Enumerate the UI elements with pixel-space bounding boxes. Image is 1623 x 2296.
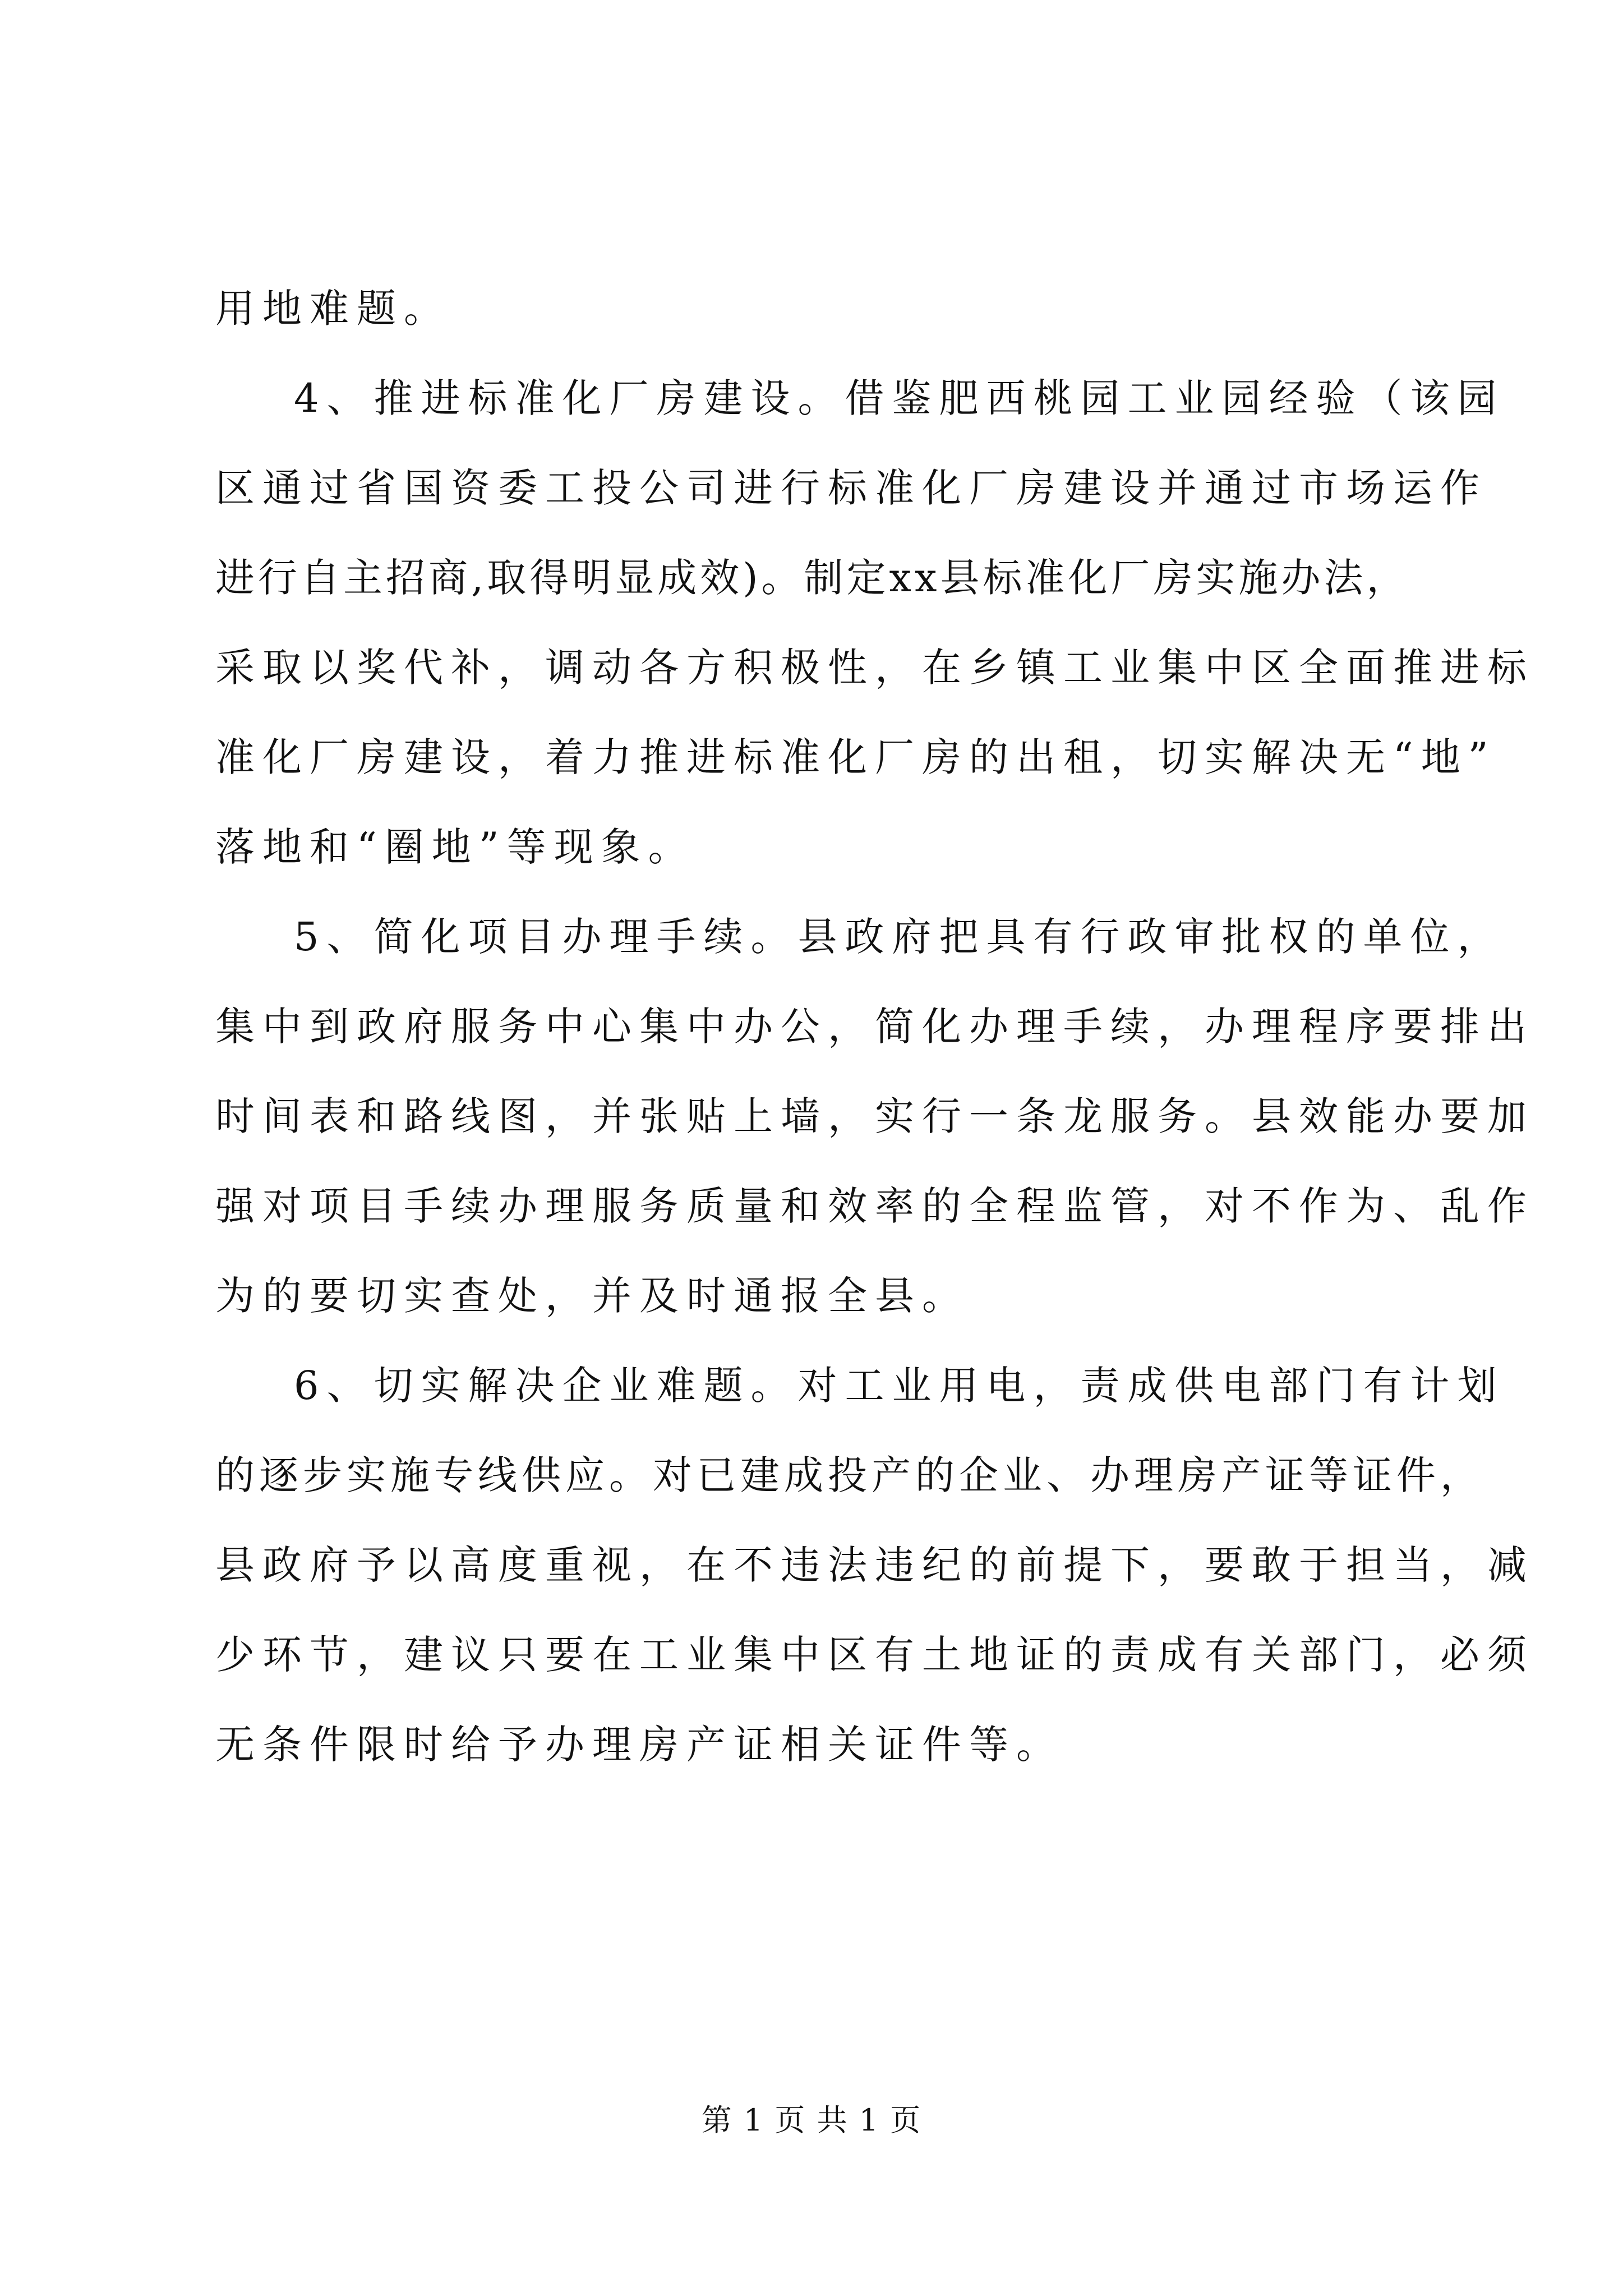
text-line: 采取以奖代补，调动各方积极性，在乡镇工业集中区全面推进标 <box>215 645 1534 691</box>
text-line: 为的要切实查处，并及时通报全县。 <box>215 1273 969 1319</box>
text-line: 区通过省国资委工投公司进行标准化厂房建设并通过市场运作 <box>215 465 1487 511</box>
text-line: 县政府予以高度重视，在不违法违纪的前提下，要敢于担当，减 <box>215 1542 1534 1588</box>
text-line: 集中到政府服务中心集中办公，简化办理手续，办理程序要排出 <box>215 1004 1534 1050</box>
text-line: 无条件限时给予办理房产证相关证件等。 <box>215 1722 1063 1768</box>
text-line: 强对项目手续办理服务质量和效率的全程监管，对不作为、乱作 <box>215 1183 1534 1229</box>
page-footer: 第 1 页 共 1 页 <box>701 2102 922 2138</box>
text-line: 少环节，建议只要在工业集中区有土地证的责成有关部门，必须 <box>215 1632 1534 1678</box>
text-line: 用地难题。 <box>215 286 451 332</box>
paragraph-6-heading-line: 6、切实解决企业难题。对工业用电，责成供电部门有计划 <box>294 1363 1505 1409</box>
text-line: 时间表和路线图，并张贴上墙，实行一条龙服务。县效能办要加 <box>215 1093 1534 1139</box>
text-line: 落地和“圈地”等现象。 <box>215 824 695 870</box>
paragraph-5-heading-line: 5、简化项目办理手续。县政府把具有行政审批权的单位， <box>294 914 1505 960</box>
text-line: 的逐步实施专线供应。对已建成投产的企业、办理房产证等证件， <box>215 1452 1484 1498</box>
text-line: 准化厂房建设，着力推进标准化厂房的出租，切实解决无“地” <box>215 734 1496 780</box>
paragraph-4-heading-line: 4、推进标准化厂房建设。借鉴肥西桃园工业园经验（该园 <box>294 375 1505 421</box>
text-line: 进行自主招商,取得明显成效)。制定xx县标准化厂房实施办法， <box>215 555 1409 601</box>
